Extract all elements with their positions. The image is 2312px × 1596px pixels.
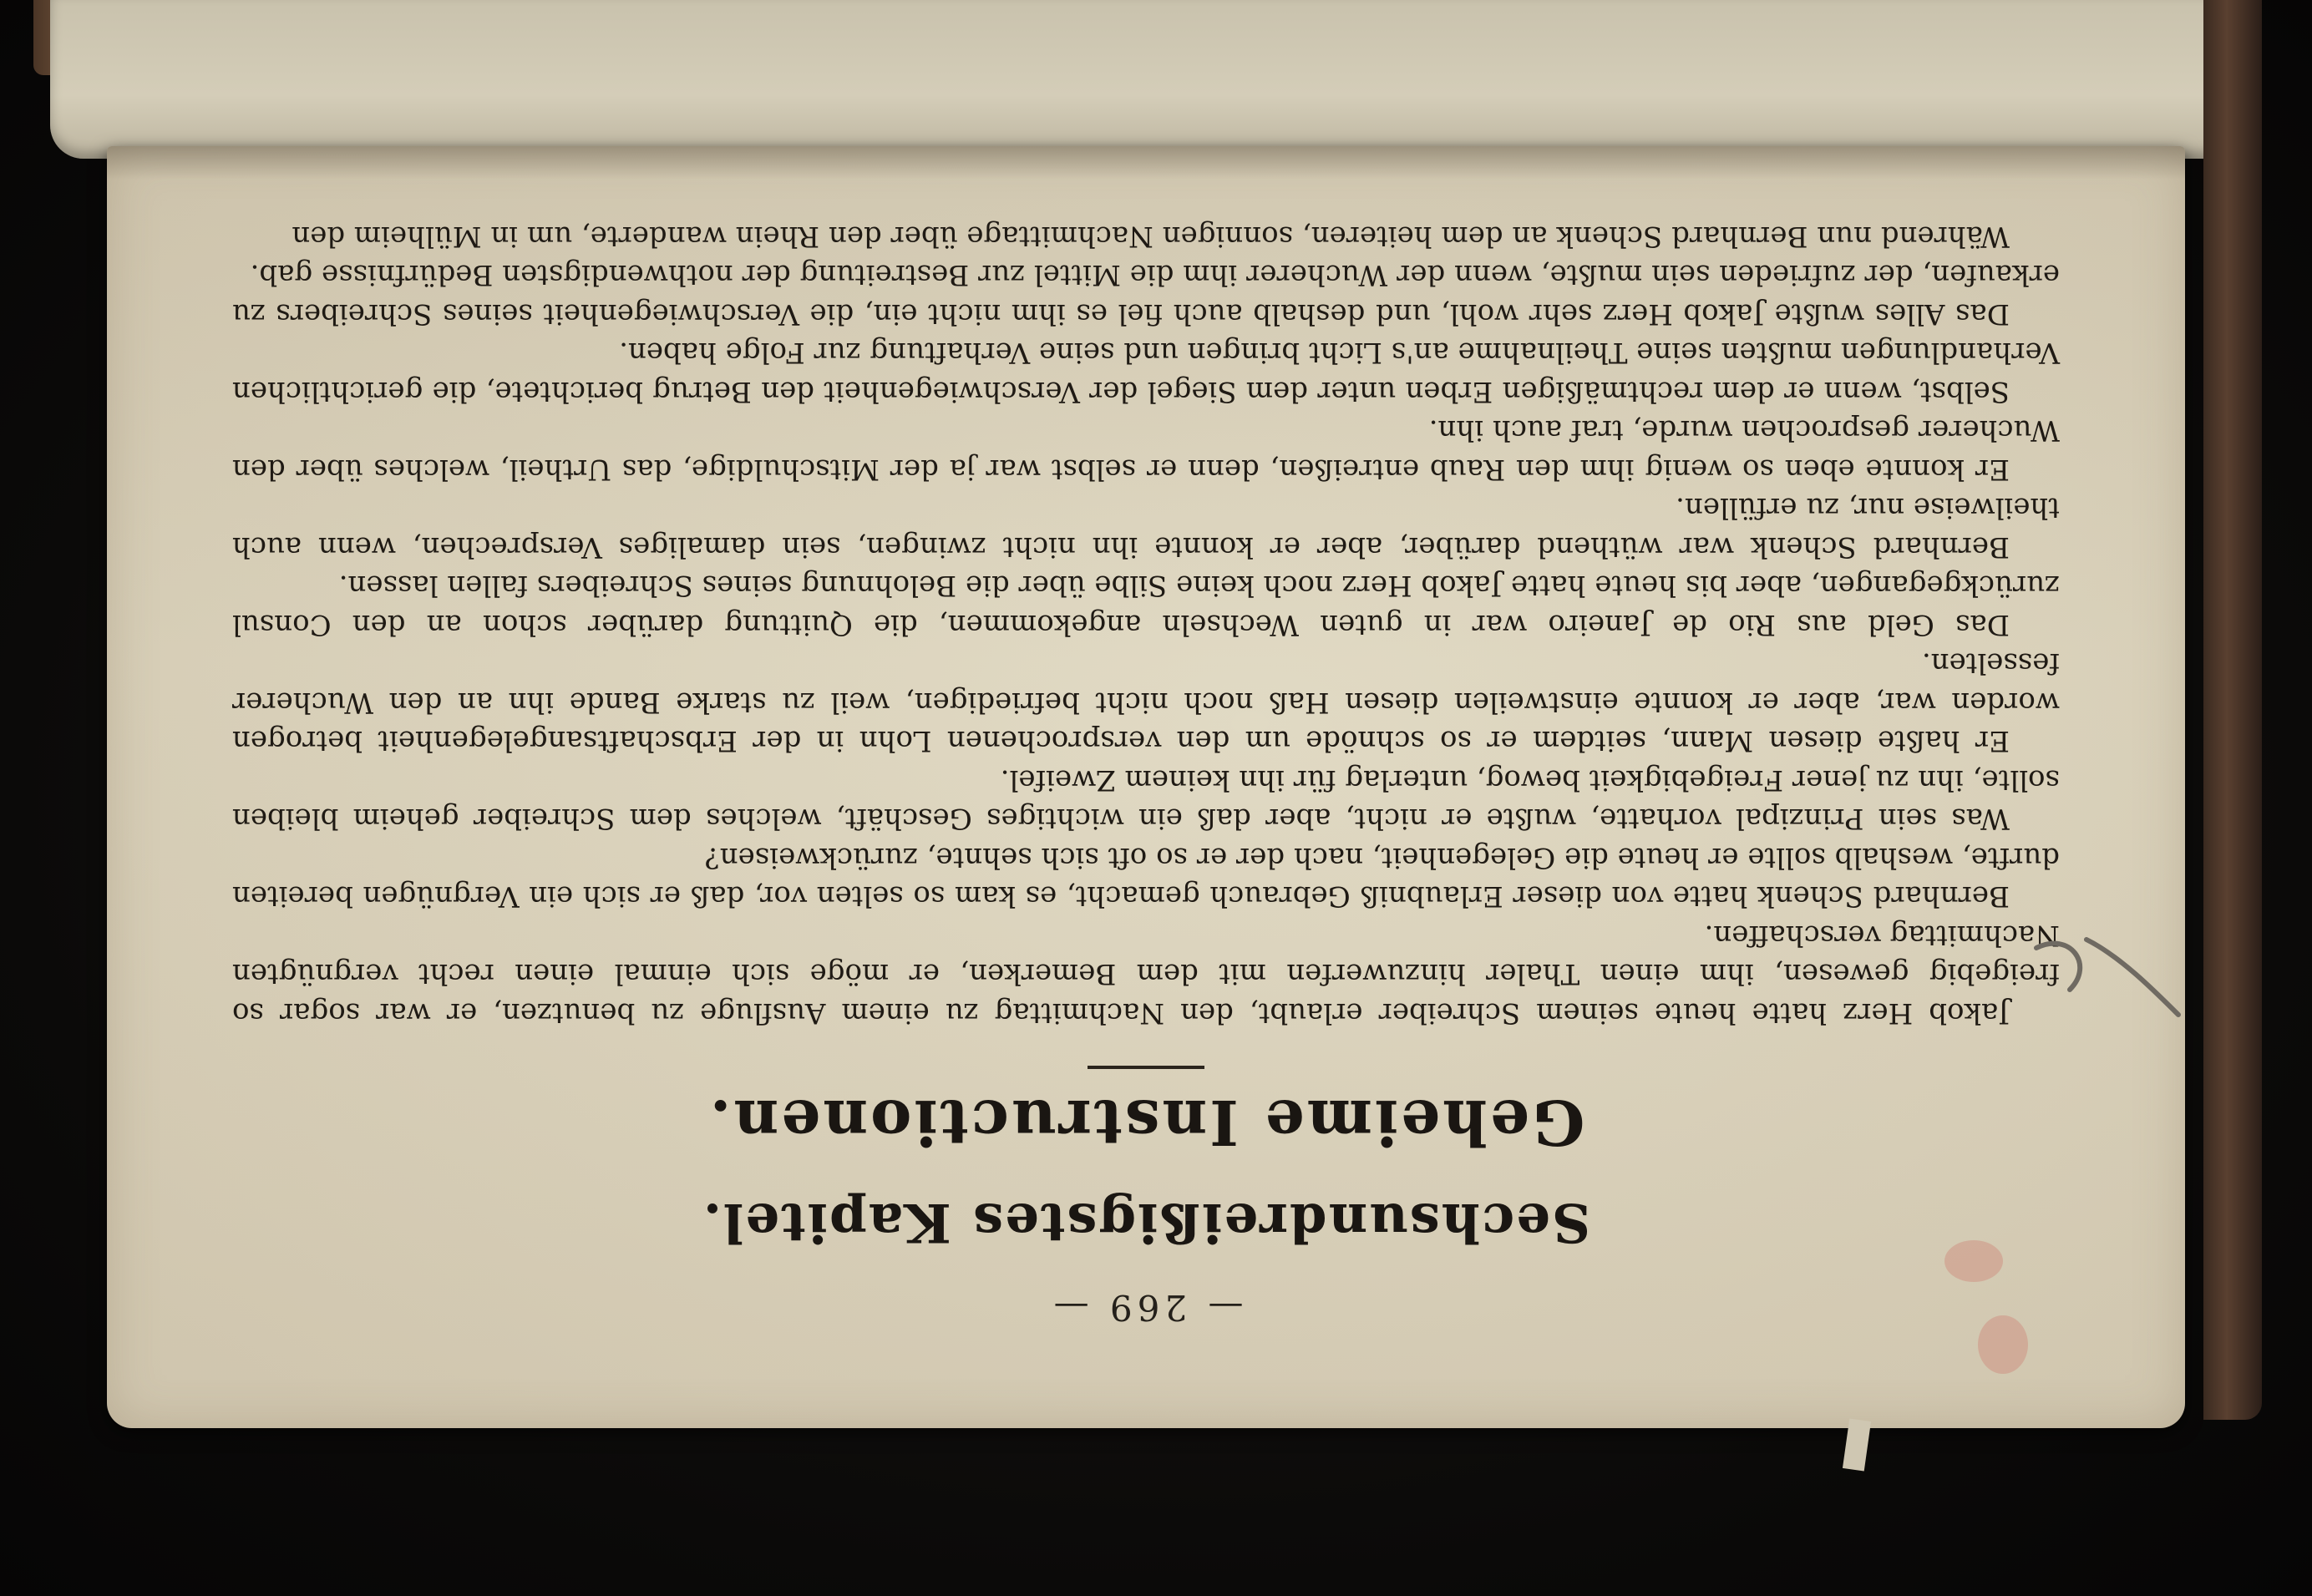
- paragraph: Bernhard Schenk war wüthend darüber, aber er konnte ihn nicht zwingen, sein damaliges Versprechen, wenn auch theilweise nur, zu erfüllen.: [232, 491, 2060, 564]
- ink-stain: [1978, 1315, 2028, 1374]
- paragraph: Selbst, wenn er dem rechtmäßigen Erben unter dem Siegel der Verschwiegenheit den Betrug berichtete, die gerichtlichen Verhandlungen mußten seine Theilnahme an's Licht bringen und seine Verhaftung zur Folge haben.: [232, 336, 2060, 408]
- facing-page-edge: [50, 0, 2222, 159]
- chapter-title: Sechsundreißigstes Kapitel.: [701, 1191, 1591, 1254]
- paragraph: Jakob Herz hatte heute seinem Schreiber erlaubt, den Nachmittag zu einem Ausfluge zu benutzen, er war sogar so freigebig gewesen, ihm einen Thaler hinzuwerfen mit dem Bemerken, er möge sich einmal einen recht vergnügten Nachmittag verschaffen.: [232, 919, 2060, 1030]
- paragraph: Bernhard Schenk hatte von dieser Erlaubniß Gebrauch gemacht, es kam so selten vor, daß er sich ein Vergnügen bereiten durfte, weshalb sollte er heute die Gelegenheit, nach der er so oft sich sehnte, zurückweisen?: [232, 841, 2060, 914]
- paragraph: Das Geld aus Rio de Janeiro war in guten Wechseln angekommen, die Quittung darüber schon an den Consul zurückgegangen, aber bis heute hatte Jakob Herz noch keine Silbe über die Belohnung seines Schreibers fallen lassen.: [232, 569, 2060, 641]
- text-block: [232, 213, 2060, 1328]
- ink-stain: [1944, 1240, 2003, 1282]
- book-cover-edge: [2203, 0, 2262, 1420]
- page-number: — 269 —: [1048, 1287, 1244, 1328]
- page-content-rotated: [107, 146, 2185, 1428]
- paragraph: Er konnte eben so wenig ihm den Raub entreißen, denn er selbst war ja der Mitschuldige, das Urtheil, welches über den Wucherer gesprochen wurde, traf auch ihn.: [232, 413, 2060, 486]
- paragraph: Das Alles wußte Jakob Herz sehr wohl, und deshalb auch fiel es ihm nicht ein, die Verschwiegenheit seines Schreibers zu erkaufen, der zufrieden sein mußte, wenn der Wucherer ihm die Mittel zur Bestreitung der nothwendigsten Bedürfnisse gab.: [232, 258, 2060, 331]
- pencil-annotation-mark: [2020, 915, 2185, 1023]
- paragraph: Was sein Prinzipal vorhatte, wußte er nicht, aber daß ein wichtiges Geschäft, welches dem Schreiber geheim bleiben sollte, ihn zu jener Freigebigkeit bewog, unterlag für ihn keinem Zweifel.: [232, 763, 2060, 836]
- section-title: Geheime Instructionen.: [707, 1086, 1585, 1158]
- title-rule: [1088, 1066, 1204, 1069]
- book-page: [107, 146, 2185, 1428]
- paragraph: Während nun Bernhard Schenk an dem heiteren, sonnigen Nachmittage über den Rhein wanderte, um in Mülheim den: [292, 220, 2010, 253]
- paragraph: Er haßte diesen Mann, seitdem er so schnöde um den versprochenen Lohn in der Erbschaftsangelegenheit betrogen worden war, aber er konnte einstweilen diesen Haß noch nicht befriedigen, weil zu starke Bande ihn an den Wucherer fesselten.: [232, 646, 2060, 758]
